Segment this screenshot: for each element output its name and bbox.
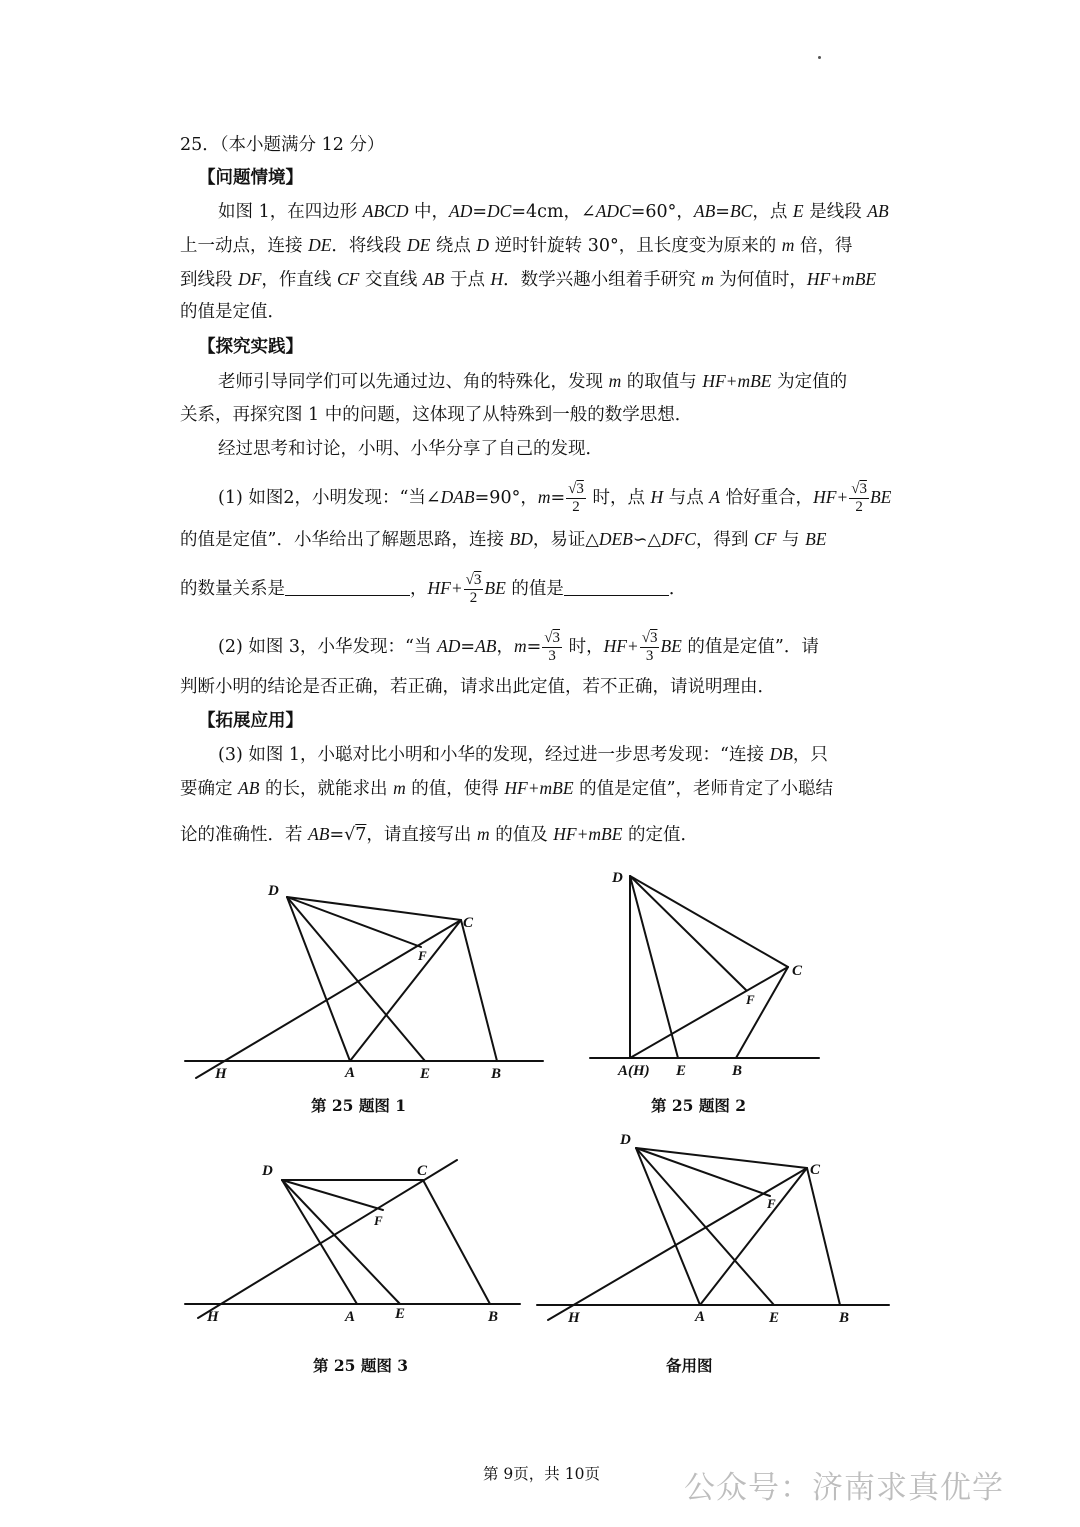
segment-CB (423, 1180, 490, 1304)
paragraph-2-line-1: 老师引导同学们可以先通过边、角的特殊化，发现 m 的取值与 HF+mBE 为定值的 (218, 371, 848, 392)
line-CH (630, 967, 788, 1058)
figure-2 (590, 870, 819, 1079)
caption-figure-3: 第 25 题图 3 (313, 1356, 409, 1375)
fraction-sqrt3-over-2: $\frac{√3}{2}$ (851, 481, 867, 515)
section-heading-problem-context: 【问题情境】 (198, 168, 303, 188)
paragraph-1-line-4: 的值是定值． (180, 302, 285, 322)
label-E: E (769, 1310, 780, 1326)
label-C: C (792, 963, 803, 979)
label-B: B (488, 1309, 499, 1325)
label-F: F (374, 1213, 383, 1228)
fraction-sqrt3-over-3: $\frac{√3}{3}$ (544, 630, 560, 664)
question-3-line-3: 论的准确性．若 AB=√7，请直接写出 m 的值及 HF+mBE 的定值． (180, 824, 698, 845)
label-B: B (839, 1310, 850, 1326)
caption-figure-1: 第 25 题图 1 (311, 1096, 407, 1115)
question-1-line-1: (1) 如图2，小明发现：“当∠DAB=90°，m= $\frac{√3}{2}$ 时，点 H 与点 A 恰好重合，HF+ $\frac{√3}{2}$ BE (218, 481, 892, 515)
watermark: 公众号：济南求真优学 (684, 1470, 1004, 1506)
question-3-line-2: 要确定 AB 的长，就能求出 m 的值，使得 HF+mBE 的值是定值”，老师肯定了小聪结 (180, 778, 834, 799)
segment-DC (287, 897, 461, 920)
paragraph-1-line-3: 到线段 DF，作直线 CF 交直线 AB 于点 H．数学兴趣小组着手研究 m 为何值时，HF+mBE (180, 269, 877, 290)
paragraph-1-line-1: 如图 1，在四边形 ABCD 中，AD=DC=4cm，∠ADC=60°，AB=BC，点 E 是线段 AB (218, 201, 889, 222)
question-3-line-1: (3) 如图 1，小聪对比小明和小华的发现，经过进一步思考发现：“连接 DB，只 (218, 744, 828, 765)
label-D: D (620, 1132, 631, 1148)
problem-number: 25．（本小题满分 12 分） (180, 135, 385, 155)
label-B: B (732, 1063, 743, 1079)
segment-CB (461, 920, 497, 1061)
segment-CA (700, 1168, 807, 1305)
line-CH (196, 920, 461, 1078)
question-2-line-1: (2) 如图 3，小华发现：“当 AD=AB，m= $\frac{√3}{3}$ 时，HF+ $\frac{√3}{3}$ BE 的值是定值”．请 (218, 630, 819, 664)
segment-DE (282, 1180, 400, 1304)
segment-DE (630, 876, 678, 1058)
label-H: H (207, 1309, 219, 1325)
label-E: E (420, 1066, 431, 1082)
paragraph-1-line-2: 上一动点，连接 DE．将线段 DE 绕点 D 逆时针旋转 30°，且长度变为原来的 m 倍，得 (180, 235, 853, 256)
segment-CB (807, 1168, 840, 1305)
label-A-H: A(H) (618, 1063, 650, 1079)
paragraph-2-line-2: 关系，再探究图 1 中的问题，这体现了从特殊到一般的数学思想． (180, 405, 693, 425)
section-heading-extension: 【拓展应用】 (198, 711, 303, 731)
question-2-line-2: 判断小明的结论是否正确，若正确，请求出此定值，若不正确，请说明理由． (180, 677, 775, 697)
paragraph-3: 经过思考和讨论，小明、小华分享了自己的发现． (218, 439, 603, 459)
question-1-line-3: 的数量关系是 ，HF+ $\frac{√3}{2}$ BE 的值是 ． (180, 572, 687, 606)
segment-CB (736, 967, 788, 1058)
segment-DE (287, 897, 425, 1061)
label-C: C (463, 915, 474, 931)
label-E: E (676, 1063, 687, 1079)
label-H: H (568, 1310, 580, 1326)
caption-spare-figure: 备用图 (666, 1356, 713, 1375)
figure-1 (185, 883, 543, 1082)
label-D: D (268, 883, 279, 899)
segment-DE (636, 1148, 774, 1305)
label-A: A (345, 1309, 356, 1325)
figure-spare (537, 1132, 889, 1326)
segment-DA (636, 1148, 700, 1305)
label-F: F (767, 1196, 776, 1211)
label-E: E (395, 1306, 406, 1322)
fraction-sqrt3-over-2: $\frac{√3}{2}$ (465, 572, 482, 606)
figure-3 (185, 1160, 520, 1325)
label-F: F (418, 948, 427, 963)
label-D: D (262, 1163, 273, 1179)
label-D: D (612, 870, 623, 886)
label-B: B (491, 1066, 502, 1082)
label-C: C (810, 1162, 821, 1178)
fraction-sqrt3-over-2: $\frac{√3}{2}$ (568, 481, 584, 515)
segment-DA (287, 897, 350, 1061)
line-CH (198, 1160, 457, 1318)
section-heading-exploration: 【探究实践】 (198, 337, 303, 357)
label-A: A (345, 1065, 356, 1081)
label-H: H (215, 1066, 227, 1082)
question-1-line-2: 的值是定值”．小华给出了解题思路，连接 BD，易证△DEB∽△DFC，得到 CF 与 BE (180, 529, 827, 550)
caption-figure-2: 第 25 题图 2 (651, 1096, 747, 1115)
fraction-sqrt3-over-3: $\frac{√3}{3}$ (641, 630, 658, 664)
label-A: A (695, 1309, 706, 1325)
page-number: 第 9页，共 10页 (483, 1465, 600, 1483)
label-C: C (417, 1163, 428, 1179)
label-F: F (746, 992, 755, 1007)
